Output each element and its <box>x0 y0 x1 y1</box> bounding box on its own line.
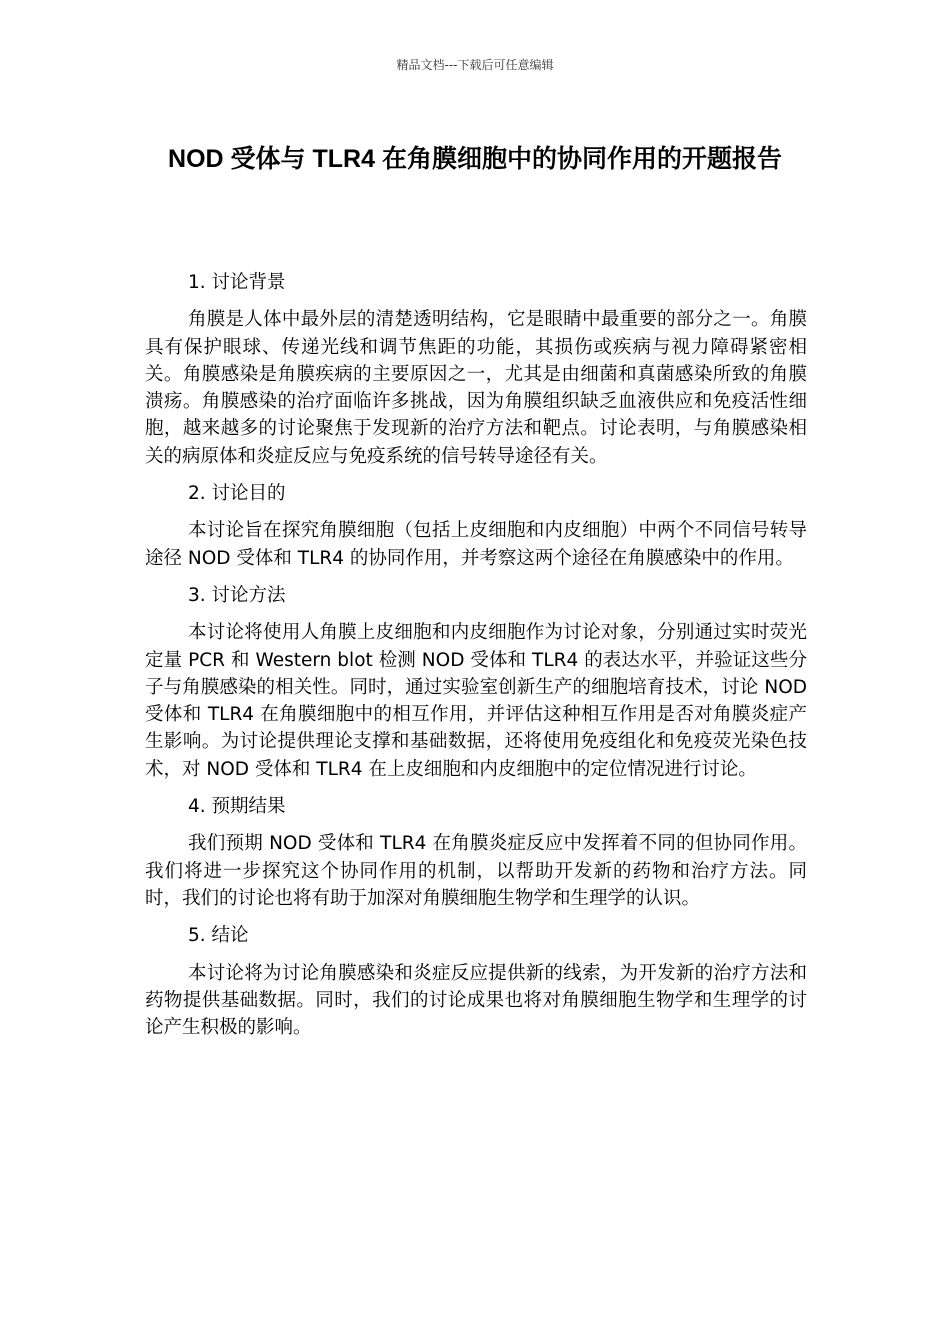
section-paragraph: 本讨论旨在探究角膜细胞（包括上皮细胞和内皮细胞）中两个不同信号转导途径 NOD 受体和 TLR4 的协同作用，并考察这两个途径在角膜感染中的作用。 <box>145 520 807 569</box>
section-heading: 2. 讨论目的 <box>188 483 286 505</box>
section-background <box>145 269 807 470</box>
page-header: 精品文档---下载后可任意编辑 <box>396 58 554 72</box>
document-title: NOD 受体与 TLR4 在角膜细胞中的协同作用的开题报告 <box>168 145 782 173</box>
section-expected-results <box>145 793 807 912</box>
document-body <box>145 269 807 1051</box>
section-objective <box>145 480 807 572</box>
section-paragraph: 角膜是人体中最外层的清楚透明结构，它是眼睛中最重要的部分之一。角膜具有保护眼球、传递光线和调节焦距的功能，其损伤或疾病与视力障碍紧密相关。角膜感染是角膜疾病的主要原因之一，尤其是由细菌和真菌感染所致的角膜溃疡。角膜感染的治疗面临许多挑战，因为角膜组织缺乏血液供应和免疫活性细胞，越来越多的讨论聚焦于发现新的治疗方法和靶点。讨论表明，与角膜感染相关的病原体和炎症反应与免疫系统的信号转导途径有关。 <box>145 309 807 467</box>
section-heading: 3. 讨论方法 <box>188 584 286 606</box>
section-heading: 4. 预期结果 <box>188 796 286 818</box>
section-paragraph: 本讨论将为讨论角膜感染和炎症反应提供新的线索，为开发新的治疗方法和药物提供基础数据。同时，我们的讨论成果也将对角膜细胞生物学和生理学的讨论产生积极的影响。 <box>145 962 807 1039</box>
section-paragraph: 本讨论将使用人角膜上皮细胞和内皮细胞作为讨论对象，分别通过实时荧光定量 PCR 和 Western blot 检测 NOD 受体和 TLR4 的表达水平，并验证这些分子与角膜感染的相关性。同时，通过实验室创新生产的细胞培育技术，讨论 NOD 受体和 TLR4 在角膜细胞中的相互作用，并评估这种相互作用是否对角膜炎症产生影响。为讨论提供理论支撑和基础数据，还将使用免疫组化和免疫荧光染色技术，对 NOD 受体和 TLR4 在上皮细胞和内皮细胞中的定位情况进行讨论。 <box>145 622 807 780</box>
section-paragraph: 我们预期 NOD 受体和 TLR4 在角膜炎症反应中发挥着不同的但协同作用。我们将进一步探究这个协同作用的机制，以帮助开发新的药物和治疗方法。同时，我们的讨论也将有助于加深对角膜细胞生物学和生理学的认识。 <box>145 833 807 909</box>
section-heading: 5. 结论 <box>188 925 249 947</box>
section-methods <box>145 582 807 783</box>
section-conclusion <box>145 922 807 1041</box>
section-heading: 1. 讨论背景 <box>188 272 286 293</box>
